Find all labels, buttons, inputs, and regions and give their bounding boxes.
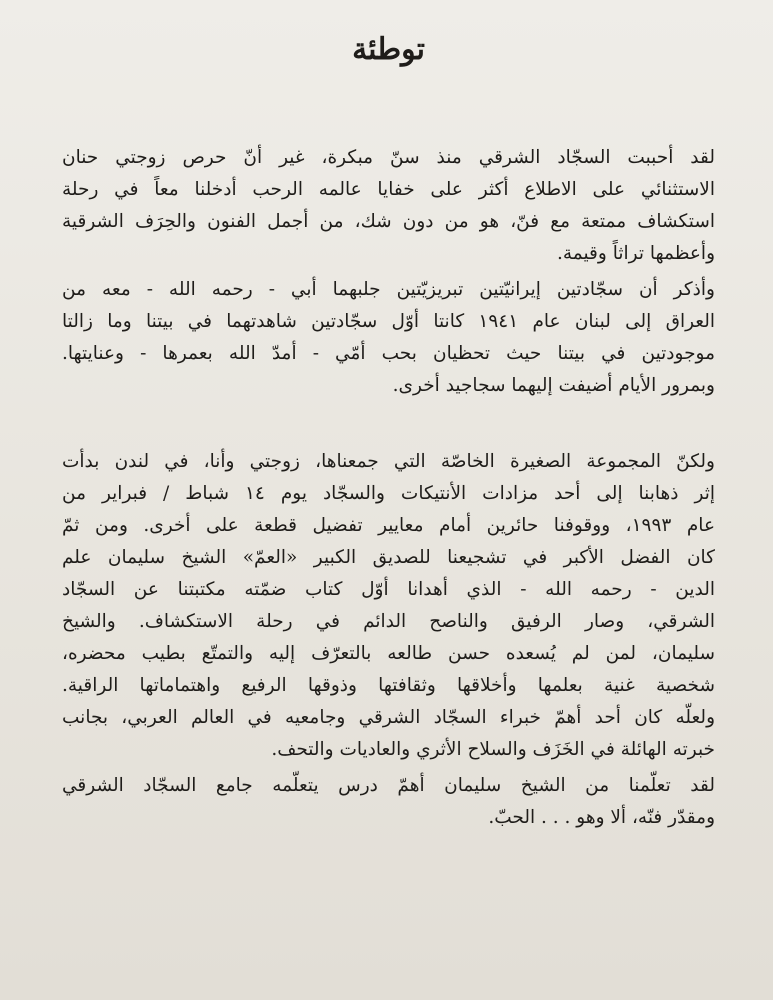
text-line: الشرقي، وصار الرفيق والناصح الدائم في رحلة الاستكشاف. والشيخ	[62, 611, 715, 632]
text-line: خبرته الهائلة في الخَزَف والسلاح الأثري والعاديات والتحف.	[271, 739, 715, 760]
text-line: موجودتين في بيتنا حيث تحظيان بحب أمّي - أمدّ الله بعمرها - وعنايتها.	[62, 343, 715, 364]
paragraph-1	[62, 142, 715, 270]
text-line: العراق إلى لبنان عام ١٩٤١ كانتا أوّل سجّادتين شاهدتهما في بيتنا وما زالتا	[62, 311, 715, 332]
text-line: سليمان، لمن لم يُسعده حسن طالعه بالتعرّف إليه والتمتّع بطيب محضره،	[62, 643, 715, 664]
text-line: ومقدّر فنّه، ألا وهو . . . الحبّ.	[488, 807, 715, 828]
paragraph-3	[62, 446, 715, 766]
text-line: لقد تعلّمنا من الشيخ سليمان أهمّ درس يتعلّمه جامع السجّاد الشرقي	[62, 775, 715, 796]
paragraph-2	[62, 274, 715, 402]
text-line: إثر ذهابنا إلى أحد مزادات الأنتيكات والسجّاد يوم ١٤ شباط / فبراير من	[62, 483, 715, 504]
page-title: توطئة	[352, 32, 425, 67]
text-line: الاستثنائي على الاطلاع أكثر على خفايا عالمه الرحب أدخلنا معاً في رحلة	[62, 179, 715, 200]
text-line: وأذكر أن سجّادتين إيرانيّتين تبريزيّتين جلبهما أبي - رحمه الله - معه من	[62, 279, 715, 300]
paragraph-4	[62, 770, 715, 834]
section-gap	[62, 402, 715, 446]
text-line: ولكنّ المجموعة الصغيرة الخاصّة التي جمعناها، زوجتي وأنا، في لندن بدأت	[62, 451, 715, 472]
text-line: وأعظمها تراثاً وقيمة.	[556, 243, 715, 264]
text-line: استكشاف ممتعة مع فنّ، هو من دون شك، من أجمل الفنون والحِرَف الشرقية	[62, 211, 715, 232]
text-line: لقد أحببت السجّاد الشرقي منذ سنّ مبكرة، غير أنّ حرص زوجتي حنان	[62, 147, 715, 168]
text-line: ولعلّه كان أحد أهمّ خبراء السجّاد الشرقي وجامعيه في العالم العربي، بجانب	[62, 707, 715, 728]
text-line: الدين - رحمه الله - الذي أهدانا أوّل كتاب ضمّته مكتبتنا عن السجّاد	[62, 579, 715, 600]
text-line: كان الفضل الأكبر في تشجيعنا للصديق الكبير «العمّ» الشيخ سليمان علم	[62, 547, 715, 568]
text-line: عام ١٩٩٣، ووقوفنا حائرين أمام معايير تفضيل قطعة على أخرى. ومن ثمّ	[62, 515, 715, 536]
text-line: شخصية غنية بعلمها وأخلاقها وثقافتها وذوقها الرفيع واهتماماتها الراقية.	[62, 675, 715, 696]
text-line: وبمرور الأيام أضيفت إليهما سجاجيد أخرى.	[392, 375, 715, 396]
